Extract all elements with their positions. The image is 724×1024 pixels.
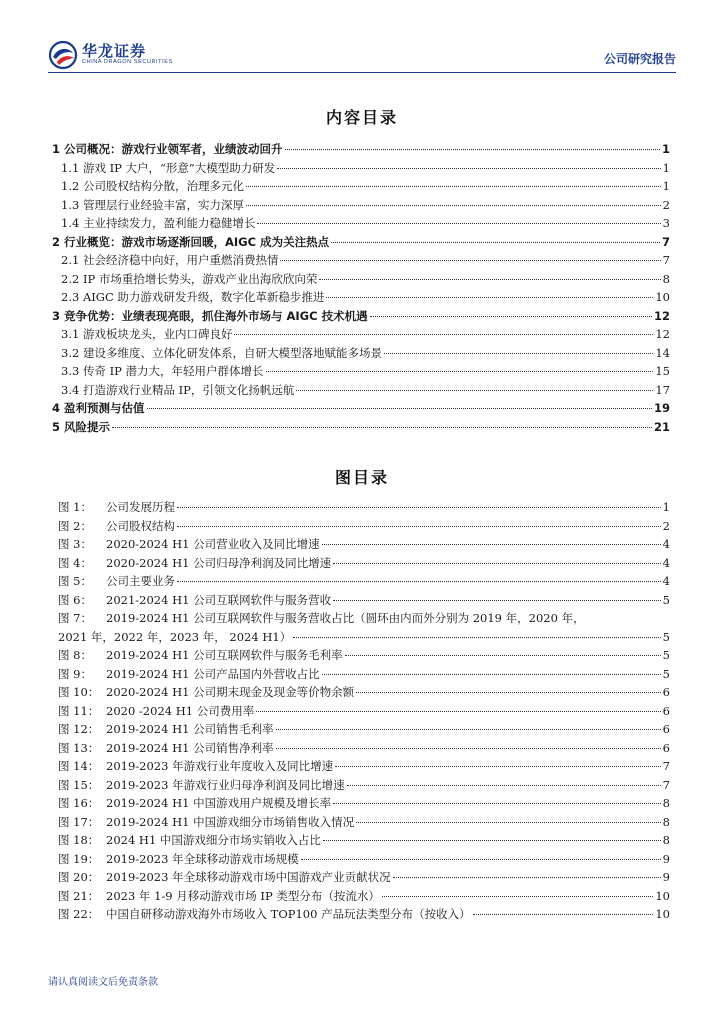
toc-entry-page: 15 — [655, 364, 670, 378]
toc-entry[interactable] — [52, 345, 670, 364]
figure-entry[interactable] — [52, 758, 670, 777]
dot-leader — [112, 427, 652, 428]
figure-number: 图 9： — [58, 666, 92, 681]
figure-entry[interactable] — [52, 518, 670, 537]
figure-entry-label: 2019-2024 H1 公司产品国内外营收占比 — [106, 666, 320, 681]
dot-leader — [276, 729, 661, 730]
figure-number: 图 4： — [58, 555, 92, 570]
toc-entry-label: 3.3 传奇 IP 潜力大，年轻用户群体增长 — [61, 364, 264, 378]
figure-entry[interactable] — [52, 703, 670, 722]
dot-leader — [356, 822, 661, 823]
toc-entry-label: 3.1 游戏板块龙头，业内口碑良好 — [61, 327, 233, 341]
dot-leader — [347, 785, 661, 786]
figure-entry-label: 2019-2024 H1 中国游戏细分市场销售收入情况 — [106, 814, 355, 829]
figure-entry-label: 公司发展历程 — [106, 500, 175, 514]
figure-number: 图 14： — [58, 759, 100, 773]
toc-entry-page: 8 — [662, 271, 670, 286]
toc-list — [52, 141, 670, 437]
figure-entry[interactable] — [52, 814, 670, 833]
dot-leader — [266, 371, 654, 372]
toc-entry[interactable] — [52, 289, 670, 308]
toc-entry[interactable] — [52, 160, 670, 179]
figure-entry[interactable] — [52, 610, 670, 647]
figure-entry-page: 1 — [662, 500, 670, 514]
footer-disclaimer: 请认真阅读文后免责条款 — [48, 977, 158, 988]
figure-entry-label: 2023 年 1-9 月移动游戏市场 IP 类型分布（按流水） — [106, 888, 380, 903]
dot-leader — [473, 914, 654, 915]
figure-list-title: 图目录 — [334, 468, 389, 487]
toc-entry[interactable] — [52, 234, 670, 253]
toc-entry-label: 4 盈利预测与估值 — [52, 401, 145, 415]
figure-entry[interactable] — [52, 740, 670, 759]
figure-entry-page: 5 — [662, 592, 670, 607]
dot-leader — [293, 637, 660, 638]
toc-entry-page: 7 — [662, 253, 670, 267]
figure-entry-label: 2019-2024 H1 公司销售净利率 — [106, 740, 274, 755]
toc-entry-label: 3 竞争优势：业绩表现亮眼，抓住海外市场与 AIGC 技术机遇 — [52, 308, 368, 323]
figure-number: 图 17： — [58, 814, 100, 829]
figure-entry-label: 2019-2024 H1 公司互联网软件与服务毛利率 — [106, 648, 343, 662]
figure-entry[interactable] — [52, 536, 670, 555]
toc-entry-label: 2 行业概览：游戏市场逐渐回暖，AIGC 成为关注热点 — [52, 234, 330, 249]
toc-entry-label: 2.1 社会经济稳中向好，用户重燃消费热情 — [61, 253, 279, 267]
figure-entry-page: 4 — [662, 574, 670, 588]
figure-entry-page: 4 — [662, 537, 670, 551]
figure-entry[interactable] — [52, 906, 670, 925]
toc-entry[interactable] — [52, 271, 670, 290]
figure-number: 图 20： — [58, 870, 100, 884]
toc-entry[interactable] — [52, 400, 670, 419]
figure-entry-label: 2019-2023 年游戏行业年度收入及同比增速 — [106, 759, 334, 773]
dot-leader — [296, 390, 653, 391]
figure-entry-label: 2019-2024 H1 公司互联网软件与服务营收占比（圆环由内而外分别为 2019 年，2020 年， — [106, 611, 585, 625]
figure-entry-page: 6 — [662, 703, 670, 718]
figure-number: 图 22： — [58, 907, 100, 921]
figure-entry-label: 2019-2023 年全球移动游戏市场规模 — [106, 851, 299, 866]
figure-entry-label: 2019-2024 H1 公司销售毛利率 — [106, 722, 274, 736]
figure-entry[interactable] — [52, 592, 670, 611]
dot-leader — [322, 674, 661, 675]
figure-entry-label: 2019-2023 年全球移动游戏市场中国游戏产业贡献状况 — [106, 870, 391, 884]
figure-number: 图 11： — [58, 703, 100, 718]
figure-entry-label: 2020-2024 H1 公司归母净利润及同比增速 — [106, 555, 332, 570]
brand-name-cn: 华龙证券 — [82, 42, 147, 60]
dot-leader — [370, 316, 652, 317]
toc-entry-page: 2 — [662, 197, 670, 212]
toc-entry-label: 3.2 建设多维度、立体化研发体系，自研大模型落地赋能多场景 — [61, 345, 382, 360]
figure-entry[interactable] — [52, 666, 670, 685]
brand-name-en: CHINA DRAGON SECURITIES — [82, 59, 173, 65]
figure-entry[interactable] — [52, 777, 670, 796]
dot-leader — [280, 260, 660, 261]
figure-entry-label: 2020-2024 H1 公司营业收入及同比增速 — [106, 537, 320, 551]
figure-entry-page: 9 — [662, 870, 670, 884]
toc-entry[interactable] — [52, 326, 670, 345]
figure-entry-label: 2020-2024 H1 公司期末现金及现金等价物余额 — [106, 685, 355, 699]
dot-leader — [333, 803, 661, 804]
figure-entry-label: 2021-2024 H1 公司互联网软件与服务营收 — [106, 592, 332, 607]
figure-number: 图 15： — [58, 777, 100, 792]
figure-entry[interactable] — [52, 795, 670, 814]
toc-entry[interactable] — [52, 419, 670, 438]
figure-entry-page: 9 — [662, 851, 670, 866]
figure-entry-page: 6 — [662, 685, 670, 699]
figure-entry[interactable] — [52, 647, 670, 666]
figure-entry[interactable] — [52, 721, 670, 740]
figure-entry-page: 8 — [662, 796, 670, 810]
figure-entry-page: 10 — [655, 907, 670, 921]
toc-entry[interactable] — [52, 141, 670, 160]
dot-leader — [277, 168, 660, 169]
toc-entry-label: 2.3 AIGC 助力游戏研发升级，数字化革新稳步推进 — [61, 290, 325, 304]
figure-entry-page: 8 — [662, 833, 670, 847]
toc-entry-page: 17 — [655, 382, 670, 397]
toc-entry-page: 10 — [655, 290, 670, 304]
figure-entry-label-cont: 2021 年，2022 年，2023 年， 2024 H1） — [58, 629, 292, 644]
toc-title: 内容目录 — [325, 108, 398, 127]
figure-number: 图 1： — [58, 500, 92, 514]
dot-leader — [285, 149, 660, 150]
figure-entry-label: 2024 H1 中国游戏细分市场实销收入占比 — [106, 833, 321, 847]
toc-entry-page: 21 — [653, 419, 670, 434]
dot-leader — [382, 896, 654, 897]
dot-leader — [323, 840, 661, 841]
dot-leader — [147, 408, 652, 409]
figure-entry-label: 中国自研移动游戏海外市场收入 TOP100 产品玩法类型分布（按收入） — [106, 907, 471, 921]
figure-list — [52, 499, 670, 925]
dot-leader — [246, 205, 661, 206]
dot-leader — [331, 242, 660, 243]
toc-entry-page: 12 — [655, 327, 670, 341]
header-divider — [48, 72, 676, 73]
toc-entry-page: 14 — [655, 345, 670, 360]
dot-leader — [177, 507, 661, 508]
figure-entry-page: 5 — [662, 666, 670, 681]
figure-entry-page: 8 — [662, 814, 670, 829]
toc-entry[interactable] — [52, 197, 670, 216]
toc-entry-page: 19 — [653, 401, 670, 415]
figure-entry-page: 6 — [662, 740, 670, 755]
toc-entry-page: 1 — [662, 160, 670, 175]
figure-entry-page: 10 — [655, 888, 670, 903]
figure-entry[interactable] — [52, 869, 670, 888]
dot-leader — [256, 711, 660, 712]
toc-entry-label: 1.2 公司股权结构分散，治理多元化 — [61, 179, 244, 193]
figure-number: 图 8： — [58, 648, 92, 662]
figure-entry-page: 7 — [662, 759, 670, 773]
toc-entry-page: 3 — [662, 216, 670, 230]
dot-leader — [301, 859, 661, 860]
figure-number: 图 2： — [58, 518, 92, 533]
figure-number: 图 21： — [58, 888, 100, 903]
figure-number: 图 18： — [58, 833, 100, 847]
dot-leader — [257, 223, 660, 224]
figure-entry-label: 公司股权结构 — [106, 518, 175, 533]
toc-entry-label: 1.1 游戏 IP 大户，“形意”大模型助力研发 — [61, 160, 276, 175]
figure-entry[interactable] — [52, 832, 670, 851]
dot-leader — [393, 877, 661, 878]
toc-entry[interactable] — [52, 178, 670, 197]
figure-entry[interactable] — [52, 684, 670, 703]
toc-entry-page: 1 — [662, 179, 670, 193]
toc-entry-page: 1 — [661, 142, 670, 156]
figure-number: 图 6： — [58, 592, 92, 607]
toc-entry-label: 1 公司概况：游戏行业领军者，业绩波动回升 — [52, 142, 283, 156]
toc-entry-label: 3.4 打造游戏行业精品 IP，引领文化扬帆远航 — [61, 382, 295, 397]
dragon-globe-icon — [48, 40, 78, 70]
toc-entry-label: 1.4 主业持续发力，盈利能力稳健增长 — [61, 216, 256, 230]
dot-leader — [177, 581, 661, 582]
dot-leader — [276, 748, 661, 749]
toc-entry-label: 1.3 管理层行业经验丰富，实力深厚 — [61, 197, 244, 212]
toc-entry[interactable] — [52, 308, 670, 327]
figure-entry-page: 2 — [662, 518, 670, 533]
figure-number: 图 7： — [58, 611, 92, 625]
dot-leader — [234, 334, 653, 335]
figure-entry[interactable] — [52, 888, 670, 907]
figure-number: 图 5： — [58, 574, 92, 588]
figure-entry-label: 公司主要业务 — [106, 574, 175, 588]
figure-number: 图 3： — [58, 537, 92, 551]
dot-leader — [177, 526, 661, 527]
toc-entry[interactable] — [52, 252, 670, 271]
dot-leader — [333, 563, 661, 564]
figure-entry-page: 5 — [662, 629, 670, 644]
toc-entry-page: 12 — [653, 308, 670, 323]
dot-leader — [335, 766, 661, 767]
dot-leader — [319, 279, 660, 280]
figure-entry-page: 4 — [662, 555, 670, 570]
toc-entry[interactable] — [52, 215, 670, 234]
figure-number: 图 16： — [58, 796, 100, 810]
report-type-label: 公司研究报告 — [603, 52, 676, 66]
figure-entry-label: 2020 -2024 H1 公司费用率 — [106, 703, 255, 718]
toc-entry-page: 7 — [661, 234, 670, 249]
dot-leader — [246, 186, 661, 187]
dot-leader — [333, 600, 661, 601]
figure-number: 图 13： — [58, 740, 100, 755]
figure-entry-label: 2019-2024 H1 中国游戏用户规模及增长率 — [106, 796, 332, 810]
toc-entry-label: 5 风险提示 — [52, 419, 111, 434]
figure-number: 图 12： — [58, 722, 100, 736]
dot-leader — [322, 544, 661, 545]
figure-entry-page: 5 — [662, 648, 670, 662]
dot-leader — [356, 692, 661, 693]
figure-entry-page: 6 — [662, 722, 670, 736]
figure-entry-label: 2019-2023 年游戏行业归母净利润及同比增速 — [106, 777, 345, 792]
toc-entry[interactable] — [52, 382, 670, 401]
figure-entry[interactable] — [52, 573, 670, 592]
figure-entry-page: 7 — [662, 777, 670, 792]
toc-entry[interactable] — [52, 363, 670, 382]
company-logo — [48, 38, 208, 72]
dot-leader — [384, 353, 653, 354]
dot-leader — [326, 297, 653, 298]
figure-number: 图 10： — [58, 685, 100, 699]
toc-entry-label: 2.2 IP 市场重拾增长势头，游戏产业出海欣欣向荣 — [61, 271, 318, 286]
page-header — [48, 38, 676, 72]
figure-entry[interactable] — [52, 851, 670, 870]
figure-entry[interactable] — [52, 499, 670, 518]
figure-number: 图 19： — [58, 851, 100, 866]
figure-entry[interactable] — [52, 555, 670, 574]
dot-leader — [345, 655, 661, 656]
